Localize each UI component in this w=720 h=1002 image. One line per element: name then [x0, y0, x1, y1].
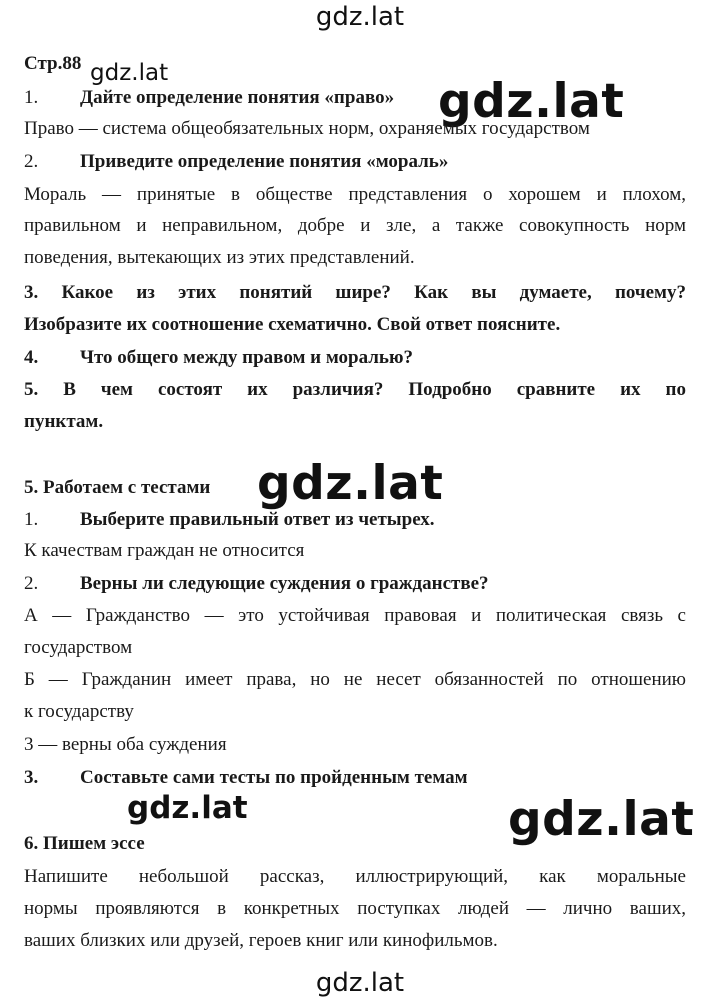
test-answer-2-line-4: к государству	[24, 701, 134, 722]
question-3-line-1: 3. Какое из этих понятий шире? Как вы думаете, почему?	[24, 282, 686, 303]
watermark-top: gdz.lat	[315, 2, 405, 32]
essay-text-line-2: нормы проявляются в конкретных поступках людей — лично ваших,	[24, 898, 686, 919]
section-6-heading: 6. Пишем эссе	[24, 833, 145, 854]
test-question-1	[24, 508, 435, 532]
question-number: 3.	[24, 767, 39, 788]
test-answer-2-line-5: 3 — верны оба суждения	[24, 734, 227, 755]
question-3-line-2: Изобразите их соотношение схематично. Свой ответ поясните.	[24, 314, 561, 335]
question-2	[24, 150, 448, 174]
question-5-line-1: 5. В чем состоят их различия? Подробно сравните их по	[24, 379, 686, 400]
answer-2-line-1: Мораль — принятые в обществе представления о хорошем и плохом,	[24, 184, 686, 205]
question-text: Верны ли следующие суждения о гражданстве?	[80, 573, 489, 594]
question-number: 1.	[24, 509, 39, 530]
watermark-large-3: gdz.lat	[508, 792, 695, 847]
question-text: Приведите определение понятия «мораль»	[80, 151, 449, 172]
question-text: Дайте определение понятия «право»	[80, 87, 395, 108]
watermark-small: gdz.lat	[90, 60, 169, 86]
page-reference: Стр.88	[24, 53, 82, 74]
question-text: Что общего между правом и моралью?	[80, 347, 413, 368]
test-answer-2-line-1: А — Гражданство — это устойчивая правовая и политическая связь с	[24, 605, 686, 626]
test-answer-2-line-2: государством	[24, 637, 133, 658]
question-number: 2.	[24, 573, 39, 594]
essay-text-line-3: ваших близких или друзей, героев книг или кинофильмов.	[24, 930, 498, 951]
question-text: Составьте сами тесты по пройденным темам	[80, 767, 468, 788]
test-question-2	[24, 572, 489, 596]
section-5-heading: 5. Работаем с тестами	[24, 477, 211, 498]
question-number: 2.	[24, 151, 39, 172]
watermark-large-2: gdz.lat	[257, 456, 444, 511]
test-answer-2-line-3: Б — Гражданин имеет права, но не несет обязанностей по отношению	[24, 669, 686, 690]
question-5-line-2: пунктам.	[24, 411, 104, 432]
watermark-medium: gdz.lat	[127, 790, 248, 826]
question-number: 1.	[24, 87, 39, 108]
question-number: 4.	[24, 347, 39, 368]
answer-1: Право — система общеобязательных норм, охраняемых государством	[24, 118, 590, 139]
question-4	[24, 346, 413, 370]
essay-text-line-1: Напишите небольшой рассказ, иллюстрирующий, как моральные	[24, 866, 686, 887]
watermark-bottom: gdz.lat	[315, 968, 405, 998]
watermark-large-1: gdz.lat	[438, 74, 625, 129]
answer-2-line-2: правильном и неправильном, добре и зле, а также совокупность норм	[24, 215, 686, 236]
answer-2-line-3: поведения, вытекающих из этих представлений.	[24, 247, 415, 268]
question-text: Выберите правильный ответ из четырех.	[80, 509, 435, 530]
test-answer-1: К качествам граждан не относится	[24, 540, 305, 561]
test-question-3	[24, 766, 468, 790]
question-1	[24, 86, 394, 110]
